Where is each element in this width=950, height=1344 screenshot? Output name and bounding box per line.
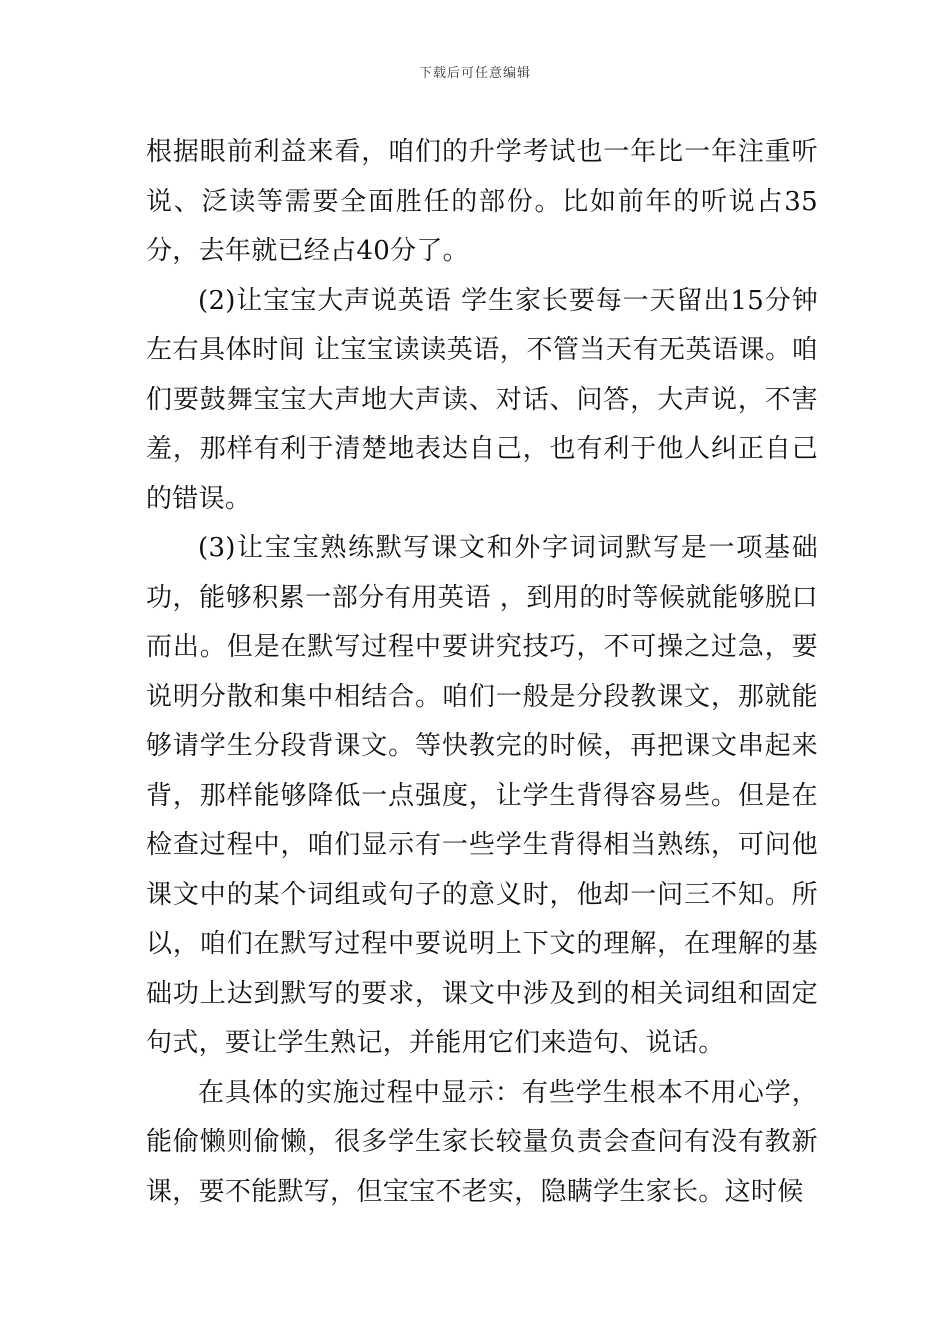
paragraph-1: 根据眼前利益来看，咱们的升学考试也一年比一年注重听说、泛读等需要全面胜任的部份。比如前年的听说占35分，去年就已经占40分了。 — [146, 137, 818, 266]
document-body — [146, 128, 818, 1217]
paragraph-2: (2)让宝宝大声说英语 学生家长要每一天留出15分钟左右具体时间 让宝宝读读英语，不管当天有无英语课。咱们要鼓舞宝宝大声地大声读、对话、问答，大声说，不害羞，那样有利于清楚地表达自己，也有利于他人纠正自己的错误。 — [146, 285, 818, 514]
paragraph-4: 在具体的实施过程中显示：有些学生根本不用心学，能偷懒则偷懒，很多学生家长较量负责会查问有没有教新课，要不能默写，但宝宝不老实，隐瞒学生家长。这时候 — [146, 1077, 818, 1207]
page-header-note: 下载后可任意编辑 — [418, 66, 531, 81]
paragraph-3: (3)让宝宝熟练默写课文和外字词词默写是一项基础功，能够积累一部分有用英语 ，到用的时等候就能够脱口而出。但是在默写过程中要讲究技巧，不可操之过急，要说明分散和集中相结合。咱们一般是分段教课文，那就能够请学生分段背课文。等快教完的时候，再把课文串起来背，那样能够降低一点强度，让学生背得容易些。但是在检查过程中，咱们显示有一些学生背得相当熟练，可问他课文中的某个词组或句子的意义时，他却一问三不知。所以，咱们在默写过程中要说明上下文的理解，在理解的基础功上达到默写的要求，课文中涉及到的相关词组和固定句式，要让学生熟记，并能用它们来造句、说话。 — [146, 533, 818, 1058]
